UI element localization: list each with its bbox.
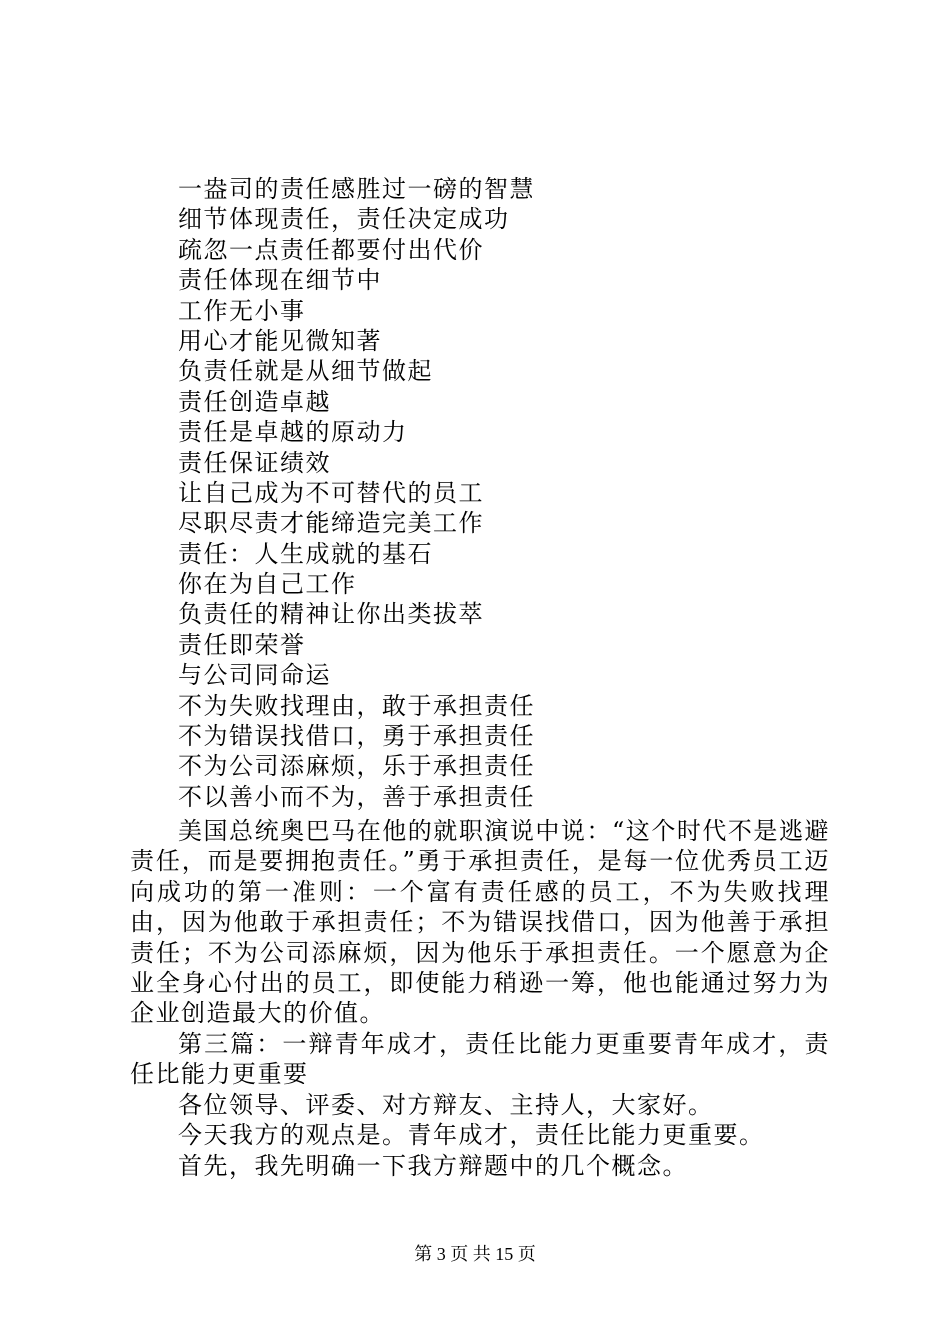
slogan-line: 责任保证绩效 — [178, 448, 331, 477]
slogan-line: 不为错误找借口，勇于承担责任 — [178, 722, 535, 751]
slogan-list — [178, 174, 828, 812]
definition-paragraph: 首先，我先明确一下我方辩题中的几个概念。 — [178, 1152, 688, 1180]
slogan-line: 负责任的精神让你出类拔萃 — [178, 600, 484, 629]
slogan-line: 责任：人生成就的基石 — [178, 539, 433, 568]
obama-paragraph: 美国总统奥巴马在他的就职演说中说：“这个时代不是逃避责任，而是要拥抱责任。”勇于承担责任，是每一位优秀员工迈向成功的第一准则：一个富有责任感的员工，不为失败找理由，因为他敢于承担责任；不为错误找借口，因为他善于承担责任；不为公司添麻烦，因为他乐于承担责任。一个愿意为企业全身心付出的员工，即使能力稍逊一筹，他也能通过努力为企业创造最大的价值。 — [130, 817, 830, 1028]
slogan-line: 责任是卓越的原动力 — [178, 418, 408, 447]
slogan-line: 责任体现在细节中 — [178, 266, 382, 295]
position-paragraph: 今天我方的观点是。青年成才，责任比能力更重要。 — [178, 1121, 765, 1149]
page-footer: 第 3 页 共 15 页 — [414, 1244, 536, 1264]
slogan-line: 与公司同命运 — [178, 661, 331, 690]
chapter-heading: 第三篇：一辩青年成才，责任比能力更重要青年成才，责任比能力更重要 — [130, 1030, 830, 1089]
slogan-line: 用心才能见微知著 — [178, 326, 382, 355]
slogan-line: 尽职尽责才能缔造完美工作 — [178, 509, 484, 538]
slogan-line: 细节体现责任，责任决定成功 — [178, 205, 510, 234]
slogan-line: 负责任就是从细节做起 — [178, 357, 433, 386]
slogan-line: 让自己成为不可替代的员工 — [178, 478, 484, 507]
slogan-line: 责任即荣誉 — [178, 630, 306, 659]
greeting-paragraph: 各位领导、评委、对方辩友、主持人，大家好。 — [178, 1091, 714, 1119]
slogan-line: 不为失败找理由，敢于承担责任 — [178, 691, 535, 720]
slogan-line: 不以善小而不为，善于承担责任 — [178, 782, 535, 811]
slogan-line: 疏忽一点责任都要付出代价 — [178, 235, 484, 264]
slogan-line: 一盎司的责任感胜过一磅的智慧 — [178, 175, 535, 203]
slogan-line: 不为公司添麻烦，乐于承担责任 — [178, 752, 535, 781]
slogan-line: 你在为自己工作 — [178, 570, 357, 599]
slogan-line: 工作无小事 — [178, 296, 306, 325]
slogan-line: 责任创造卓越 — [178, 387, 331, 416]
